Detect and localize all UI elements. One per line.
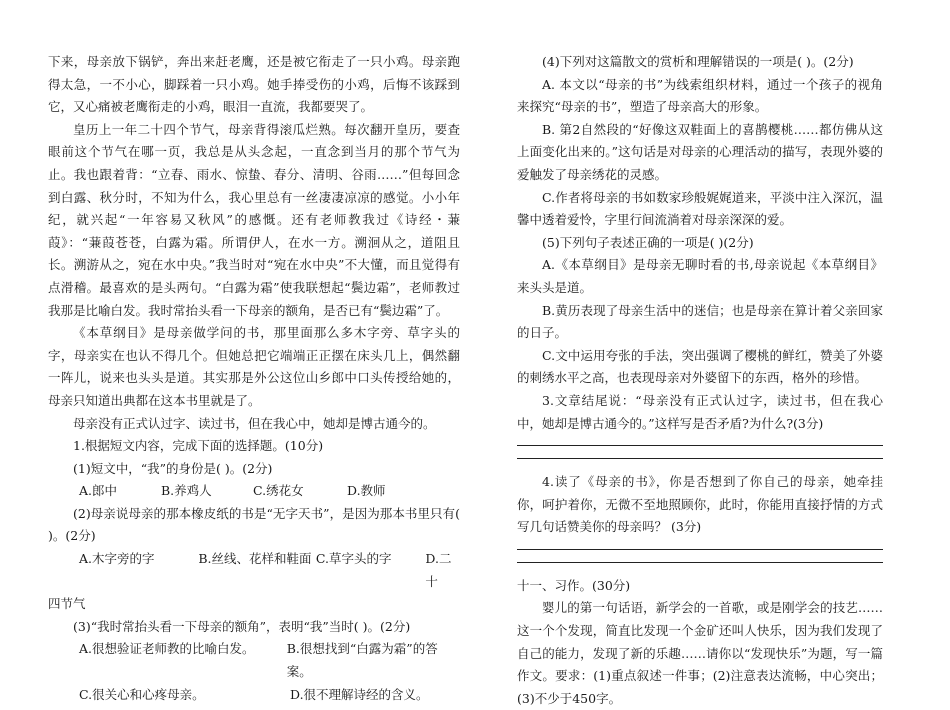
reading-paragraph-1: 下来，母亲放下锅铲，奔出来赶老鹰，还是被它衔走了一只小鸡。母亲跑得太急，一不小心，脚踩着一只小鸡。她手捧受伤的小鸡，后悔不该踩到它，又心痛被老鹰衔走的小鸡，眼泪一直流，我都要哭了。 (48, 54, 460, 115)
option-c[interactable]: C.草字头的字 (315, 551, 392, 567)
question-3: 3.文章结尾说：“母亲没有正式认过字，读过书，但在我心中，她却是博古通今的。”这样写是否矛盾?为什么?(3分) (517, 392, 883, 431)
question-1-1: (1)短文中，“我”的身份是( )。(2分) (73, 460, 273, 476)
answer-line[interactable] (517, 445, 883, 446)
question-4: 4.读了《母亲的书》，你是否想到了你自己的母亲，她牵挂你，呵护着你，无微不至地照顾你，此时，你能用直接抒情的方式写几句话赞美你的母亲吗？ (3分) (517, 474, 883, 535)
question-1-5-option-a[interactable]: A.《本草纲目》是母亲无聊时看的书,母亲说起《本草纲目》来头头是道。 (517, 257, 883, 295)
question-1-2: (2)母亲说母亲的那本橡皮纸的书是“无字天书”，是因为那本书里只有( )。(2分) (48, 505, 460, 544)
option-d[interactable]: D.教师 (347, 483, 386, 499)
right-column (517, 51, 883, 710)
option-d[interactable]: D.很不理解诗经的含义。 (290, 686, 429, 702)
question-1-5-option-b[interactable]: B.黄历表现了母亲生活中的迷信；也是母亲在算计着父亲回家的日子。 (517, 302, 883, 341)
reading-paragraph-4: 母亲没有正式认过字、读过书，但在我心中，她却是博古通今的。 (73, 415, 436, 431)
option-a[interactable]: A.很想验证老师教的比喻白发。 (79, 641, 255, 657)
question-1-2-option-d-continued: 四节气 (48, 596, 86, 612)
answer-line[interactable] (517, 458, 883, 459)
question-1-heading: 1.根据短文内容，完成下面的选择题。(10分) (73, 438, 324, 454)
essay-prompt: 婴儿的第一句话语，新学会的一首歌，或是刚学会的技艺……这一个个发现，简直比发现一个金矿还叫人快乐，因为我们发现了自己的能力，发现了新的乐趣……请你以“发现快乐”为题，写一篇作文。要求：(1)重点叙述一件事；(2)注意表达流畅，中心突出；(3)不少于450字。 (517, 600, 883, 706)
question-1-4: (4)下列对这篇散文的赏析和理解错误的一项是( )。(2分) (542, 54, 854, 69)
section-11-heading: 十一、习作。(30分) (517, 577, 631, 593)
option-c[interactable]: C.绣花女 (253, 483, 304, 499)
option-c[interactable]: C.很关心和心疼母亲。 (79, 686, 205, 702)
option-a[interactable]: A.郎中 (79, 483, 118, 499)
question-1-2-options (48, 548, 460, 593)
option-d[interactable]: D.二十 (425, 551, 452, 589)
question-1-4-option-b[interactable]: B. 第2自然段的“好像这双鞋面上的喜鹊樱桃……都仿佛从这上面变化出来的。”这句话是对母亲的心理活动的描写，表现外婆的爱触发了母亲绣花的灵感。 (517, 121, 883, 182)
question-1-3: (3)“我时常抬头看一下母亲的额角”，表明“我”当时( )。(2分) (73, 618, 411, 634)
question-1-3-options-row-1 (48, 638, 460, 683)
option-b[interactable]: B.丝线、花样和鞋面 (198, 551, 312, 567)
question-1-4-option-c[interactable]: C.作者将母亲的书如数家珍般娓娓道来，平淡中注入深沉，温馨中透着爱怜，字里行间流淌着对母亲深深的爱。 (517, 189, 883, 228)
question-1-3-options-row-2 (48, 684, 460, 707)
reading-paragraph-2: 皇历上一年二十四个节气，母亲背得滚瓜烂熟。每次翻开皇历，要查眼前这个节气在哪一页，我总是从头念起，一直念到当月的那个节气为止。我也跟着背：“立春、雨水、惊蛰、春分、清明、谷雨……”但每回念到白露、秋分时，不知为什么，我心里总有一丝凄凄凉凉的感觉。小小年纪，就兴起“一年容易又秋风”的感慨。还有老师教我过《诗经・蒹葭》：“蒹葭苍苍，白露为霜。所谓伊人，在水一方。溯洄从之，道阻且长。溯游从之，宛在水中央。”我当时对“宛在水中央”不大懂，而且觉得有点滑稽。最喜欢的是头两句。“白露为霜”使我联想起“鬓边霜”，老师教过我那是比喻白发。我时常抬头看一下母亲的额角，是否已有“鬓边霜”了。 (48, 121, 460, 318)
reading-paragraph-3: 《本草纲目》是母亲做学问的书，那里面那么多木字旁、草字头的字，母亲实在也认不得几个。但她总把它端端正正摆在床头几上，偶然翻一阵儿，说来也头头是道。其实那是外公这位山乡郎中口头传授给她的，母亲只知道出典都在这本书里就是了。 (48, 325, 460, 408)
answer-line[interactable] (517, 549, 883, 550)
question-1-1-options (48, 480, 460, 503)
question-1-5-option-c[interactable]: C.文中运用夸张的手法，突出强调了樱桃的鲜红，赞美了外婆的刺绣水平之高，也表现母亲对外婆留下的东西，格外的珍惜。 (517, 347, 883, 386)
left-column (48, 51, 460, 706)
option-a[interactable]: A.木字旁的字 (79, 551, 155, 567)
option-b[interactable]: B.很想找到“白露为霜”的答案。 (286, 641, 438, 680)
answer-line[interactable] (517, 562, 883, 563)
option-b[interactable]: B.养鸡人 (161, 483, 212, 499)
question-1-4-option-a[interactable]: A. 本文以“母亲的书”为线索组织材料，通过一个孩子的视角来探究“母亲的书”，塑造了母亲高大的形象。 (517, 76, 883, 115)
question-1-5: (5)下列句子表述正确的一项是( )(2分) (542, 234, 754, 250)
